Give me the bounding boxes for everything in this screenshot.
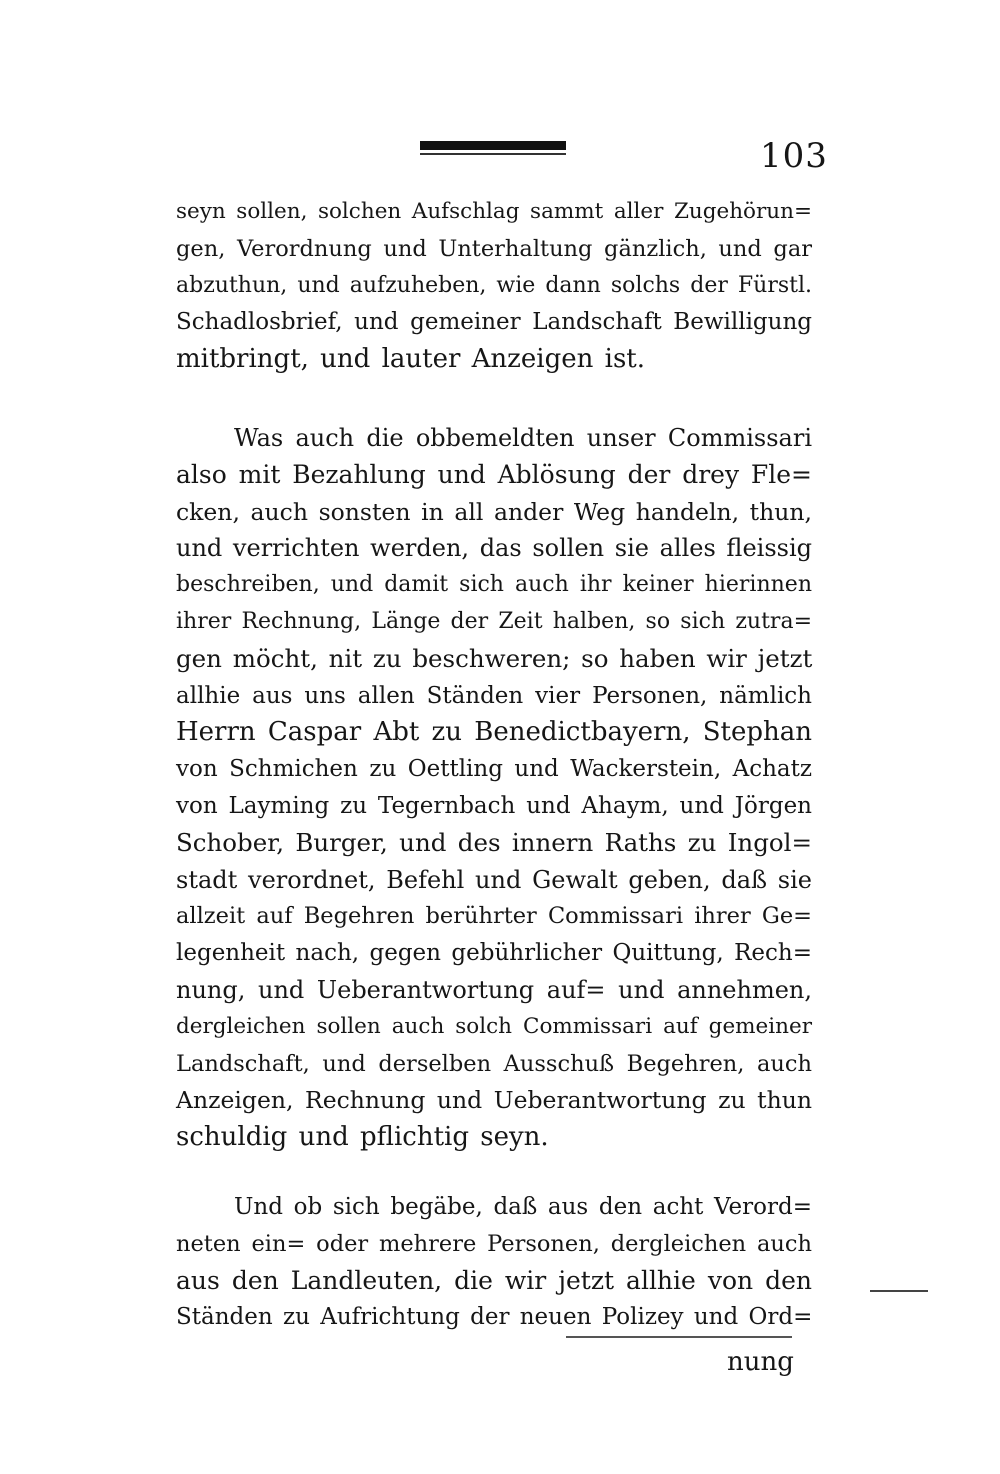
text-line: Herrn Caspar Abt zu Benedictbayern, Stephan: [176, 717, 812, 748]
text-line: aus den Landleuten, die wir jetzt allhie von den: [176, 1265, 812, 1295]
text-line: Und ob sich begäbe, daß aus den acht Verord=: [234, 1194, 812, 1220]
catchword: nung: [727, 1347, 794, 1377]
text-line: und verrichten werden, das sollen sie alles fleissig: [176, 534, 812, 563]
text-line: von Layming zu Tegernbach und Ahaym, und Jörgen: [176, 792, 812, 819]
header-rule-thin: [420, 153, 566, 155]
text-line: gen, Verordnung und Unterhaltung gänzlich, und gar: [176, 235, 812, 262]
text-line: also mit Bezahlung und Ablösung der drey Fle=: [176, 459, 812, 489]
text-line: stadt verordnet, Befehl und Gewalt geben, daß sie: [176, 865, 812, 894]
text-line: seyn sollen, solchen Aufschlag sammt aller Zugehörun=: [176, 199, 812, 224]
text-line: Was auch die obbemeldten unser Commissari: [234, 424, 812, 452]
text-line: von Schmichen zu Oettling und Wackerstein, Achatz: [176, 756, 812, 783]
text-line: Landschaft, und derselben Ausschuß Begehren, auch: [176, 1050, 812, 1077]
text-line: neten ein= oder mehrere Personen, dergleichen auch: [176, 1230, 812, 1257]
text-line: gen möcht, nit zu beschweren; so haben wir jetzt: [176, 643, 813, 673]
text-line: allzeit auf Begehren berührter Commissari ihrer Ge=: [176, 903, 812, 930]
paragraph-1: [176, 194, 812, 378]
text-line: cken, auch sonsten in all ander Weg handeln, thun,: [176, 497, 812, 526]
header-rule-thick: [420, 141, 566, 150]
text-line: Anzeigen, Rechnung und Ueberantwortung zu thun: [176, 1086, 812, 1115]
text-line: Schober, Burger, und des innern Raths zu Ingol=: [176, 827, 812, 857]
header-ornament-rule: [420, 141, 566, 155]
text-line: nung, und Ueberantwortung auf= und annehmen,: [176, 975, 812, 1004]
text-line: legenheit nach, gegen gebührlicher Quittung, Rech=: [176, 940, 812, 967]
text-line: dergleichen sollen auch solch Commissari auf gemeiner: [176, 1013, 812, 1039]
text-line: Ständen zu Aufrichtung der neuen Polizey und Ord=: [176, 1304, 813, 1331]
paragraph-3: [176, 1189, 812, 1336]
paragraph-2: [176, 420, 812, 1156]
text-line: abzuthun, und aufzuheben, wie dann solchs der Fürstl.: [176, 272, 812, 298]
text-line: Schadlosbrief, und gemeiner Landschaft Bewilligung: [176, 309, 812, 336]
text-line: allhie aus uns allen Ständen vier Personen, nämlich: [176, 682, 812, 709]
text-line: mitbringt, und lauter Anzeigen ist.: [176, 344, 645, 375]
text-line: beschreiben, und damit sich auch ihr keiner hierinnen: [176, 572, 812, 598]
page-number: 103: [760, 136, 828, 176]
text-line: ihrer Rechnung, Länge der Zeit halben, so sich zutra=: [176, 608, 812, 634]
text-line: schuldig und pflichtig seyn.: [176, 1122, 549, 1153]
underline-mark: [566, 1336, 792, 1338]
margin-mark: [870, 1290, 928, 1292]
